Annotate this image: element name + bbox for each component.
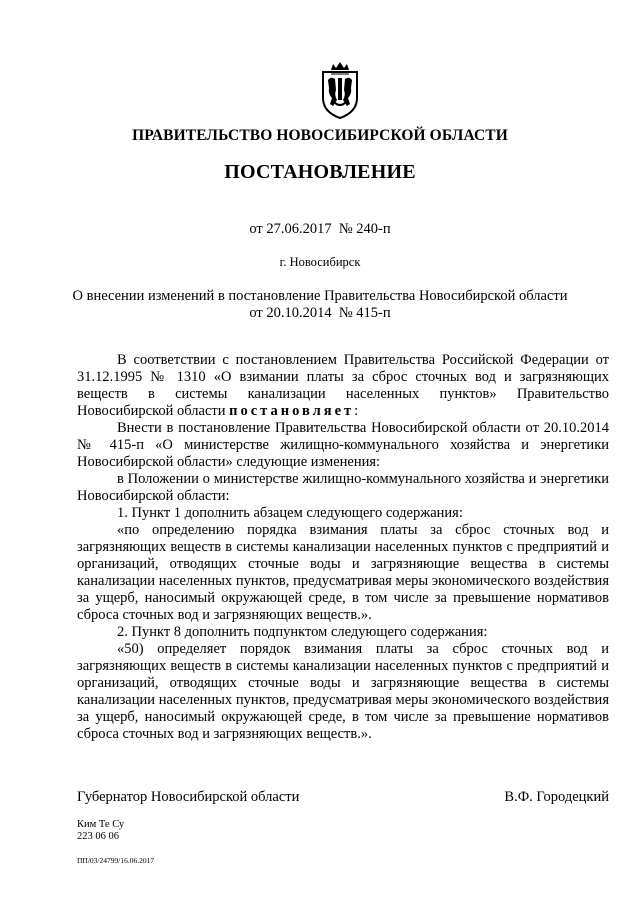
city: г. Новосибирск (279, 255, 361, 269)
paragraph-regulation: в Положении о министерстве жилищно-коммунального хозяйства и энергетики Новосибирской области: (77, 471, 609, 504)
signatory-position: Губернатор Новосибирской области (77, 789, 300, 805)
government-name: ПРАВИТЕЛЬСТВО НОВОСИБИРСКОЙ ОБЛАСТИ (132, 127, 508, 144)
paragraph-item-2: 2. Пункт 8 дополнить подпунктом следующего содержания: (117, 624, 488, 640)
resolution-keyword: постановляет (229, 403, 355, 419)
executor-info (77, 819, 124, 843)
coat-of-arms-icon (317, 62, 363, 120)
date-and-number: от 27.06.2017 № 240-п (249, 221, 391, 237)
paragraph-item-1: 1. Пункт 1 дополнить абзацем следующего содержания: (117, 505, 463, 521)
paragraph-item-1-text: «по определению порядка взимания платы за сброс сточных вод и загрязняющих веществ в системы канализации населенных пунктов с предприятий и организаций, отводящих сточные воды и загрязняющие вещества в системы канализации населенных пунктов, предусматривая меры экономического воздействия за ущерб, наносимый окружающей среде, в том числе за превышение нормативов сброса сточных вод и загрязняющих веществ.». (77, 522, 609, 623)
document-subject (60, 288, 580, 322)
document-body (77, 352, 609, 743)
signatory-name: В.Ф. Городецкий (504, 789, 609, 805)
preamble-text: В соответствии с постановлением Правительства Российской Федерации от 31.12.1995 № 1310 «О взимании платы за сброс сточных вод и загрязняющих веществ в системы канализации населенных пунктов» Правительство Новосибирской области (77, 352, 609, 419)
executor-phone: 223 06 06 (77, 831, 119, 842)
preamble-tail: : (354, 403, 359, 419)
document-code: ПП/03/24799/16.06.2017 (77, 856, 155, 865)
subject-line-1: О внесении изменений в постановление Правительства Новосибирской области (72, 288, 568, 304)
document-type: ПОСТАНОВЛЕНИЕ (224, 161, 416, 183)
subject-line-2: от 20.10.2014 № 415-п (249, 305, 391, 321)
paragraph-item-2-text: «50) определяет порядок взимания платы за сброс сточных вод и загрязняющих веществ в системы канализации населенных пунктов с предприятий и организаций, отводящих сточные воды и загрязняющие вещества в системы канализации населенных пунктов, предусматривая меры экономического воздействия за ущерб, наносимый окружающей среде, в том числе за превышение нормативов сброса сточных вод и загрязняющих веществ.». (77, 641, 609, 742)
paragraph-preamble (77, 352, 609, 420)
paragraph-amendment: Внести в постановление Правительства Новосибирской области от 20.10.2014 № 415-п «О министерстве жилищно-коммунального хозяйства и энергетики Новосибирской области» следующие изменения: (77, 420, 609, 470)
executor-name: Ким Те Су (77, 819, 125, 830)
